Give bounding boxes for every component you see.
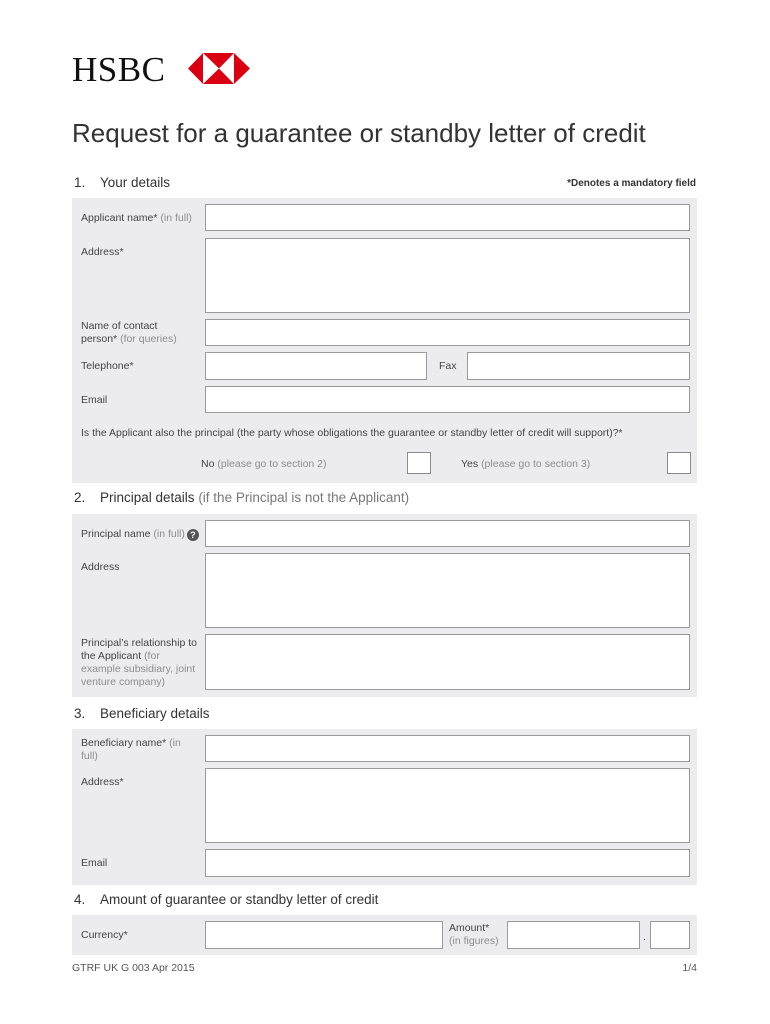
contact-person-field[interactable] <box>205 319 690 346</box>
fax-label: Fax <box>439 360 457 372</box>
principal-address-field[interactable] <box>205 553 690 628</box>
telephone-field[interactable] <box>205 352 427 380</box>
fax-field[interactable] <box>467 352 690 380</box>
address-field[interactable] <box>205 238 690 313</box>
section-2-number: 2. <box>74 490 86 505</box>
principal-address-label: Address <box>81 561 120 573</box>
currency-label: Currency* <box>81 929 128 941</box>
principal-name-field[interactable] <box>205 520 690 547</box>
section-4-heading <box>74 892 378 907</box>
telephone-label: Telephone* <box>81 360 134 372</box>
contact-person-label: Name of contact person* (for queries) <box>81 320 177 345</box>
section-1-panel <box>72 198 697 483</box>
form-code: GTRF UK G 003 Apr 2015 <box>72 962 195 974</box>
section-2-heading <box>74 490 409 505</box>
hsbc-hexagon-icon <box>188 53 250 84</box>
section-2-panel <box>72 514 697 697</box>
principal-name-label: Principal name (in full) ? <box>81 528 199 541</box>
currency-field[interactable] <box>205 921 443 949</box>
brand-name: HSBC <box>72 50 166 89</box>
principal-question: Is the Applicant also the principal (the party whose obligations the guarantee or standby letter of credit will support)?* <box>81 427 623 439</box>
section-4-title: Amount of guarantee or standby letter of credit <box>100 892 379 907</box>
section-3-title: Beneficiary details <box>100 706 210 721</box>
email-label: Email <box>81 394 108 406</box>
email-field[interactable] <box>205 386 690 413</box>
page-title: Request for a guarantee or standby letter of credit <box>72 118 646 148</box>
address-label: Address* <box>81 246 124 258</box>
beneficiary-name-label: Beneficiary name* (in full) <box>81 737 181 762</box>
section-1-number: 1. <box>74 175 86 190</box>
section-3-number: 3. <box>74 706 86 721</box>
beneficiary-address-field[interactable] <box>205 768 690 843</box>
no-checkbox[interactable] <box>407 452 431 474</box>
relationship-label: Principal’s relationship to the Applicant (for example subsidiary, joint venture company) <box>81 637 197 688</box>
yes-option-label: Yes (please go to section 3) <box>461 458 591 470</box>
section-1-title: Your details <box>100 175 171 190</box>
no-option-label: No (please go to section 2) <box>201 458 327 470</box>
relationship-field[interactable] <box>205 634 690 690</box>
mandatory-note: *Denotes a mandatory field <box>567 178 696 189</box>
decimal-separator: . <box>643 931 646 943</box>
amount-label: Amount* (in figures) <box>449 922 499 947</box>
section-2-note: (if the Principal is not the Applicant) <box>198 490 410 505</box>
question-mark-icon[interactable]: ? <box>187 529 199 541</box>
page-number: 1/4 <box>682 962 697 974</box>
amount-whole-field[interactable] <box>507 921 640 949</box>
section-3-heading <box>74 706 210 721</box>
section-1-heading <box>74 175 170 190</box>
section-4-panel <box>72 915 697 955</box>
section-4-number: 4. <box>74 892 86 907</box>
beneficiary-address-label: Address* <box>81 776 124 788</box>
beneficiary-email-field[interactable] <box>205 849 690 877</box>
section-2-title: Principal details <box>100 490 195 505</box>
beneficiary-name-field[interactable] <box>205 735 690 762</box>
yes-checkbox[interactable] <box>667 452 691 474</box>
beneficiary-email-label: Email <box>81 857 108 869</box>
applicant-name-label: Applicant name* (in full) <box>81 212 192 224</box>
section-3-panel <box>72 729 697 885</box>
amount-decimal-field[interactable] <box>650 921 690 949</box>
applicant-name-field[interactable] <box>205 204 690 231</box>
